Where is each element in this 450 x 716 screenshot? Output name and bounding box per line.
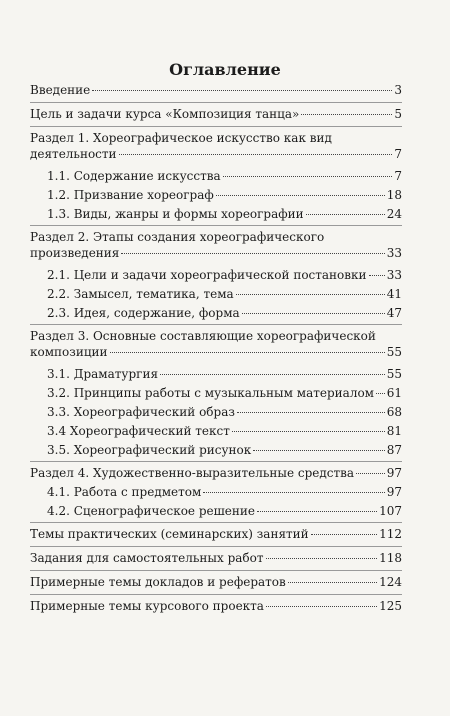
toc-entry-4-1[interactable] <box>47 484 402 500</box>
toc-entry-1-1[interactable] <box>47 168 402 184</box>
toc-entry-text: 1.1. Содержание искусства <box>47 169 221 183</box>
toc-page-number: 87 <box>386 443 402 457</box>
dot-leader <box>288 582 377 583</box>
toc-entry-3-2[interactable] <box>47 385 402 401</box>
dot-leader <box>242 313 385 314</box>
toc-entry-text: 4.1. Работа с предметом <box>47 485 202 499</box>
toc-entry-4-2[interactable] <box>47 503 402 519</box>
dot-leader <box>257 511 377 512</box>
toc-page-number: 7 <box>394 169 402 183</box>
toc-page-number: 97 <box>386 485 402 499</box>
dot-leader <box>236 294 385 295</box>
dot-leader <box>119 154 393 155</box>
toc-entry-2-2[interactable] <box>47 286 402 302</box>
toc-entry-practical-topics[interactable] <box>30 526 402 542</box>
toc-entry-text: 2.1. Цели и задачи хореографической постановки <box>47 268 367 282</box>
divider <box>30 324 402 325</box>
toc-entry-text: 1.2. Призвание хореограф <box>47 188 214 202</box>
toc-entry-section-3[interactable] <box>30 328 402 360</box>
toc-entry-1-2[interactable] <box>47 187 402 203</box>
toc-entry-text: 3.4 Хореографический текст <box>47 424 230 438</box>
toc-page-number: 118 <box>379 551 402 565</box>
dot-leader <box>203 492 384 493</box>
toc-entry-goals[interactable] <box>30 106 402 122</box>
dot-leader <box>301 114 392 115</box>
toc-page-number: 3 <box>394 83 402 97</box>
dot-leader <box>356 473 385 474</box>
toc-entry-text: Примерные темы курсового проекта <box>30 599 264 613</box>
toc-page-number: 5 <box>394 107 402 121</box>
toc-entry-3-1[interactable] <box>47 366 402 382</box>
toc-entry-intro[interactable] <box>30 82 402 98</box>
toc-page-number: 68 <box>386 405 402 419</box>
toc-entry-text: Цель и задачи курса «Композиция танца» <box>30 107 300 121</box>
toc-entry-text: Примерные темы докладов и рефератов <box>30 575 286 589</box>
dot-leader <box>110 352 385 353</box>
toc-entry-text: Раздел 1. Хореографическое искусство как вид <box>30 131 332 145</box>
toc-page-number: 55 <box>386 345 402 359</box>
dot-leader <box>253 450 384 451</box>
toc-entry-text: 3.5. Хореографический рисунок <box>47 443 252 457</box>
toc-page-number: 47 <box>386 306 402 320</box>
divider <box>30 546 402 547</box>
toc-entry-text: Задания для самостоятельных работ <box>30 551 264 565</box>
dot-leader <box>311 534 377 535</box>
toc-entry-text: Раздел 2. Этапы создания хореографического <box>30 230 325 244</box>
divider <box>30 594 402 595</box>
toc-entry-1-3[interactable] <box>47 206 402 222</box>
toc-page-number: 41 <box>386 287 402 301</box>
toc-entry-text: Раздел 3. Основные составляющие хореографической <box>30 329 376 343</box>
toc-entry-3-4[interactable] <box>47 423 402 439</box>
divider <box>30 225 402 226</box>
divider <box>30 522 402 523</box>
toc-entry-section-1[interactable] <box>30 130 402 162</box>
toc-entry-text: 3.1. Драматургия <box>47 367 159 381</box>
dot-leader <box>266 606 377 607</box>
toc-page-number: 7 <box>394 147 402 161</box>
toc-page-number: 61 <box>386 386 402 400</box>
toc-entry-text: Введение <box>30 83 91 97</box>
toc-page-number: 24 <box>386 207 402 221</box>
toc-entry-text-continued: композиции <box>30 345 108 359</box>
toc-entry-report-topics[interactable] <box>30 574 402 590</box>
dot-leader <box>223 176 393 177</box>
dot-leader <box>160 374 385 375</box>
toc-page-number: 33 <box>386 246 402 260</box>
toc-entry-text: 2.2. Замысел, тематика, тема <box>47 287 234 301</box>
divider <box>30 102 402 103</box>
toc-entry-text: 2.3. Идея, содержание, форма <box>47 306 240 320</box>
toc-page-number: 107 <box>379 504 402 518</box>
toc-entry-text: Раздел 4. Художественно-выразительные средства <box>30 466 355 480</box>
toc-entry-text: 4.2. Сценографическое решение <box>47 504 255 518</box>
toc-entry-3-5[interactable] <box>47 442 402 458</box>
toc-page-number: 55 <box>386 367 402 381</box>
dot-leader <box>232 431 385 432</box>
divider <box>30 126 402 127</box>
toc-page-number: 33 <box>386 268 402 282</box>
dot-leader <box>237 412 385 413</box>
divider <box>30 570 402 571</box>
toc-entry-2-1[interactable] <box>47 267 402 283</box>
dot-leader <box>369 275 385 276</box>
toc-entry-text: 1.3. Виды, жанры и формы хореографии <box>47 207 304 221</box>
toc-page-number: 81 <box>386 424 402 438</box>
dot-leader <box>121 253 384 254</box>
toc-entry-text: 3.2. Принципы работы с музыкальным материалом <box>47 386 374 400</box>
toc-entry-text-continued: произведения <box>30 246 120 260</box>
dot-leader <box>306 214 385 215</box>
toc-page-number: 124 <box>379 575 402 589</box>
toc-entry-independent-tasks[interactable] <box>30 550 402 566</box>
toc-entry-text-continued: деятельности <box>30 147 117 161</box>
toc-entry-2-3[interactable] <box>47 305 402 321</box>
toc-page-number: 97 <box>386 466 402 480</box>
toc-entry-section-4[interactable] <box>30 465 402 481</box>
toc-entry-text: Темы практических (семинарских) занятий <box>30 527 309 541</box>
dot-leader <box>376 393 385 394</box>
dot-leader <box>216 195 385 196</box>
toc-entry-3-3[interactable] <box>47 404 402 420</box>
toc-entry-section-2[interactable] <box>30 229 402 261</box>
toc-page-number: 112 <box>379 527 402 541</box>
toc-entry-course-project[interactable] <box>30 598 402 614</box>
toc-page-number: 18 <box>386 188 402 202</box>
page-title: Оглавление <box>169 60 281 79</box>
divider <box>30 461 402 462</box>
toc-page-number: 125 <box>379 599 402 613</box>
dot-leader <box>266 558 378 559</box>
toc-entry-text: 3.3. Хореографический образ <box>47 405 235 419</box>
dot-leader <box>92 90 392 91</box>
